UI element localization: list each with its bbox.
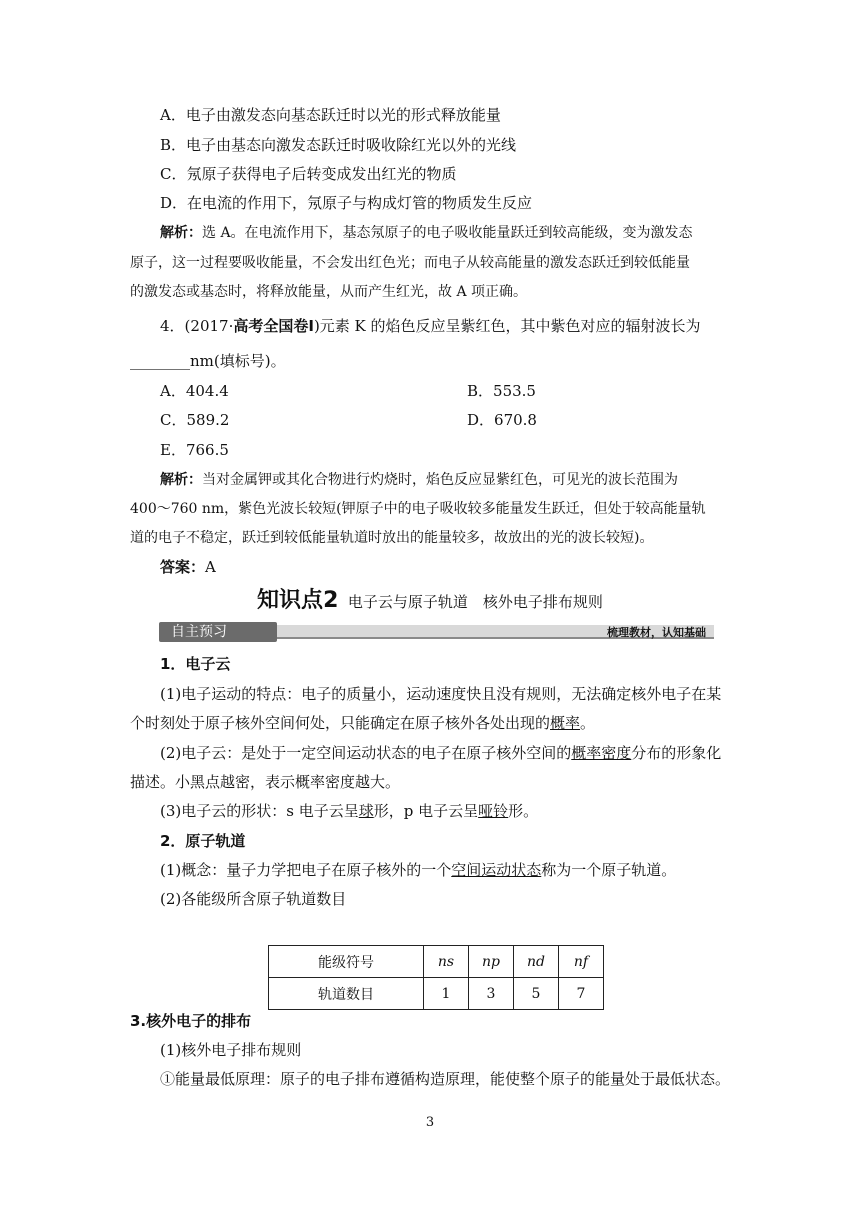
table-cell: 7 [559, 978, 604, 1010]
q3-analysis-line2: 原子，这一过程要吸收能量，不会发出红色光；而电子从较高能量的激发态跃迁到较低能量 [130, 255, 690, 271]
section-banner [159, 622, 714, 642]
sec3-heading: 3.核外电子的排布 [130, 1012, 252, 1030]
table-cell: nd [514, 946, 559, 978]
sec1-p1-b [130, 713, 730, 733]
fill-in-blank: 概率 [550, 714, 581, 732]
q4-option-b: B．553.5 [467, 382, 536, 400]
sec1-p3-text: (3)电子云的形状：s 电子云呈 [160, 802, 359, 820]
fill-in-blank: 空间运动状态 [451, 861, 542, 879]
sec2-p1-text2: 称为一个原子轨道。 [541, 861, 677, 879]
q4-option-e: E．766.5 [160, 441, 229, 459]
q4-options-row1 [160, 381, 760, 401]
answer-label: 答案： [160, 558, 206, 576]
sec1-p1-end: 。 [580, 714, 596, 732]
q4-answer [160, 557, 760, 577]
table-cell: 1 [424, 978, 469, 1010]
sec1-p1-a: (1)电子运动的特点：电子的质量小，运动速度快且没有规则，无法确定核外电子在某 [160, 685, 722, 703]
q4-analysis-line1 [160, 470, 760, 490]
sec2-p1-text: (1)概念：量子力学把电子在原子核外的一个 [160, 861, 452, 879]
sec1-p2-text: (2)电子云：是处于一定空间运动状态的电子在原子核外空间的 [160, 744, 572, 762]
sec1-p2-text2: 分布的形象化 [631, 744, 722, 762]
sec3-p2: ①能量最低原理：原子的电子排布遵循构造原理，能使整个原子的能量处于最低状态。 [160, 1070, 731, 1088]
table-row [269, 946, 604, 978]
table-cell: np [469, 946, 514, 978]
sec2-p2: (2)各能级所含原子轨道数目 [160, 890, 347, 908]
sec1-p2-a [160, 743, 760, 763]
sec1-p3-text2: 形，p 电子云呈 [373, 802, 479, 820]
knowledge-point-label: 知识点 [257, 588, 324, 613]
fill-in-blank: 概率密度 [571, 744, 632, 762]
sec2-heading: 2．原子轨道 [160, 832, 246, 850]
page-number: 3 [425, 1115, 435, 1130]
banner-label: 自主预习 [159, 622, 277, 642]
analysis-text: 当对金属钾或其化合物进行灼烧时，焰色反应显紫红色，可见光的波长范围为 [202, 472, 678, 488]
sec1-p3 [160, 801, 760, 821]
table-cell: ns [424, 946, 469, 978]
table-cell: 5 [514, 978, 559, 1010]
q4-stem-pre: 4．(2017· [160, 317, 234, 335]
sec2-p1 [160, 860, 760, 880]
table-header-cell: 能级符号 [269, 946, 424, 978]
sec1-p2-c: 描述。小黑点越密，表示概率密度越大。 [130, 773, 401, 791]
q3-option-d: D．在电流的作用下，氖原子与构成灯管的物质发生反应 [160, 194, 533, 212]
knowledge-point-title: 电子云与原子轨道 核外电子排布规则 [347, 593, 603, 611]
fill-in-blank: 球 [358, 802, 374, 820]
analysis-label: 解析： [160, 225, 202, 241]
q4-option-d: D．670.8 [467, 411, 537, 429]
q4-stem-line2: ________nm(填标号)。 [130, 352, 286, 370]
q3-option-a: A．电子由激发态向基态跃迁时以光的形式释放能量 [160, 106, 501, 124]
sec1-heading: 1．电子云 [160, 655, 231, 673]
q4-analysis-line2: 400～760 nm，紫色光波长较短(钾原子中的电子吸收较多能量发生跃迁，但处于较高能量轨 [130, 501, 706, 517]
q4-stem [160, 316, 760, 336]
q4-stem-post: )元素 K 的焰色反应呈紫红色，其中紫色对应的辐射波长为 [313, 317, 701, 335]
table-header-cell: 轨道数目 [269, 978, 424, 1010]
sec3-p1: (1)核外电子排布规则 [160, 1041, 302, 1059]
q4-analysis-line3: 道的电子不稳定，跃迁到较低能量轨道时放出的能量较多，故放出的光的波长较短)。 [130, 530, 654, 546]
analysis-text: 选 A。在电流作用下，基态氖原子的电子吸收能量跃迁到较高能级，变为激发态 [202, 225, 693, 241]
q3-option-c: C．氖原子获得电子后转变成发出红光的物质 [160, 165, 457, 183]
answer-value: A [205, 558, 216, 576]
sec1-p3-text3: 形。 [508, 802, 539, 820]
q4-source: 高考全国卷Ⅰ [233, 317, 314, 335]
banner-tagline: 梳理教材，认知基础 [607, 626, 706, 639]
q3-option-b: B．电子由基态向激发态跃迁时吸收除红光以外的光线 [160, 136, 517, 154]
table-cell: nf [559, 946, 604, 978]
sec1-p1-text: 个时刻处于原子核外空间何处，只能确定在原子核外各处出现的 [130, 714, 551, 732]
knowledge-point-heading [0, 583, 860, 614]
analysis-label: 解析： [160, 472, 202, 488]
orbital-table [268, 945, 604, 1010]
q3-analysis-line1 [160, 223, 760, 243]
q4-options-row2 [160, 410, 760, 430]
q3-analysis-line3: 的激发态或基态时，将释放能量，从而产生红光，故 A 项正确。 [130, 284, 528, 300]
knowledge-point-number: 2 [323, 588, 339, 613]
fill-in-blank: 哑铃 [478, 802, 509, 820]
table-cell: 3 [469, 978, 514, 1010]
q4-option-a: A．404.4 [160, 382, 229, 400]
q4-option-c: C．589.2 [160, 411, 230, 429]
table-row [269, 978, 604, 1010]
